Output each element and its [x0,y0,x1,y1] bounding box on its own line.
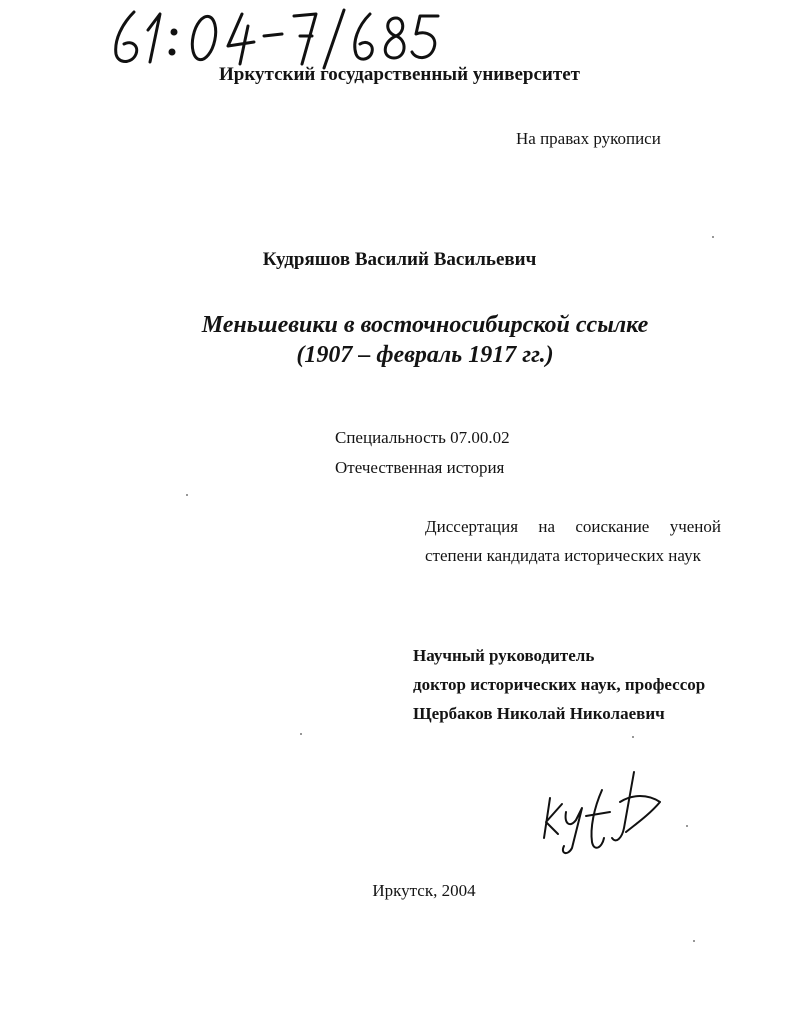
scan-speck [686,825,688,827]
specialty-code: Специальность 07.00.02 [335,428,510,447]
dissertation-word: ученой [669,517,721,536]
dissertation-word: Диссертация [425,517,519,536]
thesis-title-line-2: (1907 – февраль 1917 гг.) [296,342,554,368]
dissertation-word: соискание [575,517,650,536]
supervisor-block [413,641,705,728]
scan-speck [186,494,188,496]
scan-speck [712,236,714,238]
dissertation-word: на [538,517,556,536]
scan-speck [693,940,695,942]
university-name: Иркутский государственный университет [219,64,580,85]
dissertation-statement [425,517,721,566]
supervisor-degree: доктор исторических наук, профессор [413,675,706,694]
author-signature [536,768,666,860]
scan-speck [300,733,302,735]
dissertation-line-2: степени кандидата исторических наук [425,546,701,565]
author-name: Кудряшов Василий Васильевич [262,249,537,270]
specialty-name: Отечественная история [335,458,505,477]
manuscript-rights-note: На правах рукописи [516,129,661,148]
dissertation-line-1 [425,517,721,537]
city-and-year: Иркутск, 2004 [372,881,476,900]
handwritten-archive-code [104,2,444,72]
supervisor-role: Научный руководитель [413,646,595,665]
supervisor-name: Щербаков Николай Николаевич [413,704,665,723]
scan-speck [632,736,634,738]
thesis-title-line-1: Меньшевики в восточносибирской ссылке [201,312,649,338]
